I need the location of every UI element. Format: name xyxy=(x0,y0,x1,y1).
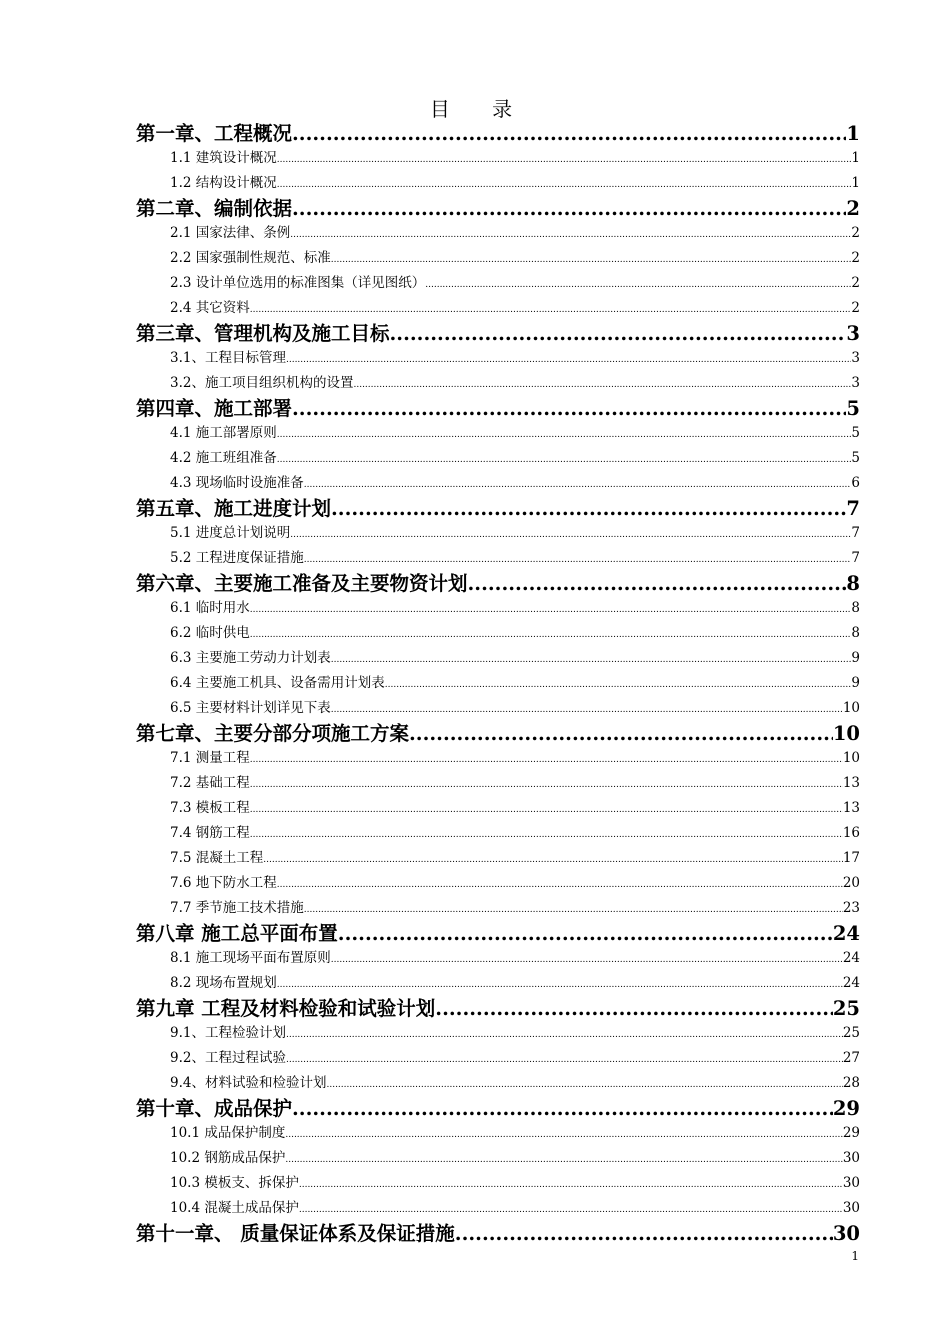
toc-section-entry[interactable] xyxy=(136,446,860,471)
toc-section-entry[interactable] xyxy=(136,1146,860,1171)
toc-leader-dots xyxy=(285,1148,842,1171)
toc-section-entry[interactable] xyxy=(136,871,860,896)
toc-entry-label: 10.4 混凝土成品保护 xyxy=(170,1200,299,1216)
toc-entry-page: 29 xyxy=(832,1097,860,1120)
toc-entry-label: 4.1 施工部署原则 xyxy=(170,425,277,441)
toc-section-entry[interactable] xyxy=(136,546,860,571)
toc-leader-dots xyxy=(304,898,843,921)
toc-entry-page: 9 xyxy=(851,650,860,666)
toc-leader-dots xyxy=(468,571,847,596)
toc-entry-label: 10.1 成品保护制度 xyxy=(170,1125,286,1141)
toc-chapter-entry[interactable] xyxy=(136,496,860,521)
toc-entry-label: 2.4 其它资料 xyxy=(170,300,250,316)
toc-leader-dots xyxy=(304,548,852,571)
toc-entry-page: 30 xyxy=(842,1175,860,1191)
toc-entry-label: 6.5 主要材料计划详见下表 xyxy=(170,700,331,716)
toc-leader-dots xyxy=(277,873,843,896)
toc-section-entry[interactable] xyxy=(136,646,860,671)
toc-entry-label: 9.1、工程检验计划 xyxy=(170,1025,286,1041)
toc-section-entry[interactable] xyxy=(136,1046,860,1071)
toc-leader-dots xyxy=(277,423,852,446)
toc-leader-dots xyxy=(331,948,843,971)
toc-entry-page: 10 xyxy=(842,750,860,766)
toc-entry-label: 2.1 国家法律、条例 xyxy=(170,225,291,241)
toc-entry-label: 6.1 临时用水 xyxy=(170,600,250,616)
toc-entry-page: 23 xyxy=(842,900,860,916)
toc-entry-page: 24 xyxy=(842,950,860,966)
toc-entry-label: 1.2 结构设计概况 xyxy=(170,175,277,191)
toc-entry-label: 5.2 工程进度保证措施 xyxy=(170,550,304,566)
toc-entry-page: 7 xyxy=(851,550,860,566)
toc-entry-page: 24 xyxy=(832,922,860,945)
toc-chapter-entry[interactable] xyxy=(136,121,860,146)
toc-leader-dots xyxy=(425,273,851,296)
toc-chapter-entry[interactable] xyxy=(136,571,860,596)
toc-entry-page: 24 xyxy=(842,975,860,991)
toc-leader-dots xyxy=(250,748,843,771)
page-number: 1 xyxy=(851,1249,859,1263)
toc-section-entry[interactable] xyxy=(136,296,860,321)
toc-entry-page: 3 xyxy=(851,375,860,391)
toc-chapter-entry[interactable] xyxy=(136,321,860,346)
toc-entry-page: 1 xyxy=(851,150,860,166)
toc-section-entry[interactable] xyxy=(136,746,860,771)
toc-entry-page: 2 xyxy=(851,250,860,266)
toc-chapter-entry[interactable] xyxy=(136,921,860,946)
toc-leader-dots xyxy=(250,623,852,646)
toc-entry-label: 8.1 施工现场平面布置原则 xyxy=(170,950,331,966)
toc-title: 目 录 xyxy=(429,97,531,121)
toc-entry-label: 6.3 主要施工劳动力计划表 xyxy=(170,650,331,666)
toc-entry-label: 第五章、施工进度计划 xyxy=(136,497,332,520)
toc-entry-label: 第九章 工程及材料检验和试验计划 xyxy=(136,997,436,1020)
toc-entry-label: 7.4 钢筋工程 xyxy=(170,825,250,841)
toc-entry-page: 3 xyxy=(851,350,860,366)
toc-entry-page: 3 xyxy=(846,322,860,345)
toc-entry-page: 27 xyxy=(842,1050,860,1066)
toc-entry-label: 7.7 季节施工技术措施 xyxy=(170,900,304,916)
toc-leader-dots xyxy=(250,298,852,321)
toc-leader-dots xyxy=(299,1173,843,1196)
toc-leader-dots xyxy=(409,721,833,746)
toc-section-entry[interactable] xyxy=(136,596,860,621)
toc-section-entry[interactable] xyxy=(136,246,860,271)
toc-entry-label: 4.3 现场临时设施准备 xyxy=(170,475,304,491)
toc-entry-page: 2 xyxy=(851,275,860,291)
toc-leader-dots xyxy=(286,348,851,371)
toc-leader-dots xyxy=(326,1073,842,1096)
toc-entry-label: 6.4 主要施工机具、设备需用计划表 xyxy=(170,675,385,691)
toc-section-entry[interactable] xyxy=(136,371,860,396)
toc-chapter-entry[interactable] xyxy=(136,1221,860,1246)
toc-entry-label: 7.5 混凝土工程 xyxy=(170,850,264,866)
toc-section-entry[interactable] xyxy=(136,521,860,546)
toc-entry-label: 4.2 施工班组准备 xyxy=(170,450,277,466)
toc-entry-page: 8 xyxy=(851,625,860,641)
toc-entry-label: 第十章、成品保护 xyxy=(136,1097,293,1120)
toc-leader-dots xyxy=(292,1096,833,1121)
toc-leader-dots xyxy=(299,1198,843,1221)
toc-leader-dots xyxy=(250,773,843,796)
toc-section-entry[interactable] xyxy=(136,896,860,921)
toc-section-entry[interactable] xyxy=(136,671,860,696)
toc-leader-dots xyxy=(250,823,843,846)
toc-entry-page: 20 xyxy=(842,875,860,891)
toc-entry-page: 1 xyxy=(846,122,860,145)
toc-section-entry[interactable] xyxy=(136,1021,860,1046)
toc-entry-label: 3.1、工程目标管理 xyxy=(170,350,286,366)
toc-leader-dots xyxy=(277,148,852,171)
toc-entry-page: 25 xyxy=(832,997,860,1020)
toc-leader-dots xyxy=(331,496,846,521)
toc-entry-label: 第四章、施工部署 xyxy=(136,397,293,420)
toc-entry-label: 2.3 设计单位选用的标准图集（详见图纸） xyxy=(170,275,426,291)
toc-entry-label: 9.2、工程过程试验 xyxy=(170,1050,286,1066)
toc-entry-page: 5 xyxy=(846,397,860,420)
toc-leader-dots xyxy=(331,648,852,671)
toc-section-entry[interactable] xyxy=(136,471,860,496)
toc-entry-page: 2 xyxy=(851,300,860,316)
toc-entry-label: 9.4、材料试验和检验计划 xyxy=(170,1075,327,1091)
toc-entry-page: 7 xyxy=(851,525,860,541)
toc-entry-page: 13 xyxy=(842,775,860,791)
toc-entry-label: 第七章、主要分部分项施工方案 xyxy=(136,722,410,745)
toc-leader-dots xyxy=(250,598,852,621)
toc-section-entry[interactable] xyxy=(136,796,860,821)
toc-leader-dots xyxy=(292,196,846,221)
toc-entry-page: 9 xyxy=(851,675,860,691)
toc-entry-page: 6 xyxy=(851,475,860,491)
toc-entry-page: 28 xyxy=(842,1075,860,1091)
toc-entry-label: 第二章、编制依据 xyxy=(136,197,293,220)
toc-leader-dots xyxy=(292,396,846,421)
toc-entry-label: 1.1 建筑设计概况 xyxy=(170,150,277,166)
toc-entry-label: 6.2 临时供电 xyxy=(170,625,250,641)
toc-entry-label: 7.1 测量工程 xyxy=(170,750,250,766)
toc-leader-dots xyxy=(390,321,847,346)
toc-section-entry[interactable] xyxy=(136,346,860,371)
toc-entry-label: 第八章 施工总平面布置 xyxy=(136,922,338,945)
toc-leader-dots xyxy=(385,673,852,696)
toc-section-entry[interactable] xyxy=(136,221,860,246)
toc-leader-dots xyxy=(286,1048,843,1071)
toc-section-entry[interactable] xyxy=(136,846,860,871)
toc-leader-dots xyxy=(435,996,833,1021)
toc-entry-label: 10.2 钢筋成品保护 xyxy=(170,1150,286,1166)
toc-leader-dots xyxy=(353,373,851,396)
toc-section-entry[interactable] xyxy=(136,1121,860,1146)
toc-entry-label: 5.1 进度总计划说明 xyxy=(170,525,291,541)
toc-section-entry[interactable] xyxy=(136,821,860,846)
toc-entry-page: 2 xyxy=(846,197,860,220)
toc-section-entry[interactable] xyxy=(136,696,860,721)
toc-leader-dots xyxy=(285,1123,842,1146)
toc-leader-dots xyxy=(331,248,852,271)
table-of-contents xyxy=(136,121,860,1246)
toc-section-entry[interactable] xyxy=(136,771,860,796)
toc-entry-label: 第三章、管理机构及施工目标 xyxy=(136,322,390,345)
toc-leader-dots xyxy=(286,1023,843,1046)
toc-leader-dots xyxy=(250,798,843,821)
toc-entry-label: 10.3 模板支、拆保护 xyxy=(170,1175,299,1191)
toc-entry-page: 8 xyxy=(846,572,860,595)
toc-section-entry[interactable] xyxy=(136,1171,860,1196)
toc-chapter-entry[interactable] xyxy=(136,721,860,746)
toc-entry-page: 1 xyxy=(851,175,860,191)
toc-entry-label: 7.3 模板工程 xyxy=(170,800,250,816)
toc-section-entry[interactable] xyxy=(136,1071,860,1096)
toc-entry-page: 13 xyxy=(842,800,860,816)
toc-entry-page: 7 xyxy=(846,497,860,520)
toc-section-entry[interactable] xyxy=(136,946,860,971)
toc-entry-page: 2 xyxy=(851,225,860,241)
toc-section-entry[interactable] xyxy=(136,171,860,196)
toc-entry-page: 10 xyxy=(832,722,860,745)
toc-entry-page: 8 xyxy=(851,600,860,616)
toc-leader-dots xyxy=(304,473,852,496)
toc-entry-page: 30 xyxy=(842,1150,860,1166)
toc-entry-page: 5 xyxy=(851,450,860,466)
toc-entry-label: 3.2、施工项目组织机构的设置 xyxy=(170,375,354,391)
toc-section-entry[interactable] xyxy=(136,971,860,996)
toc-chapter-entry[interactable] xyxy=(136,1096,860,1121)
toc-section-entry[interactable] xyxy=(136,1196,860,1221)
toc-section-entry[interactable] xyxy=(136,621,860,646)
toc-entry-label: 7.2 基础工程 xyxy=(170,775,250,791)
toc-leader-dots xyxy=(455,1221,833,1246)
toc-entry-page: 17 xyxy=(842,850,860,866)
toc-entry-label: 第六章、主要施工准备及主要物资计划 xyxy=(136,572,468,595)
toc-entry-page: 25 xyxy=(842,1025,860,1041)
toc-entry-label: 第一章、工程概况 xyxy=(136,122,293,145)
toc-chapter-entry[interactable] xyxy=(136,396,860,421)
toc-chapter-entry[interactable] xyxy=(136,996,860,1021)
toc-leader-dots xyxy=(290,523,851,546)
toc-leader-dots xyxy=(290,223,851,246)
toc-entry-label: 2.2 国家强制性规范、标准 xyxy=(170,250,331,266)
toc-leader-dots xyxy=(277,173,852,196)
toc-entry-page: 10 xyxy=(842,700,860,716)
toc-entry-label: 8.2 现场布置规划 xyxy=(170,975,277,991)
toc-leader-dots xyxy=(292,121,846,146)
toc-entry-page: 29 xyxy=(842,1125,860,1141)
toc-leader-dots xyxy=(331,698,843,721)
toc-leader-dots xyxy=(338,921,833,946)
toc-entry-label: 7.6 地下防水工程 xyxy=(170,875,277,891)
toc-entry-page: 30 xyxy=(832,1222,860,1245)
toc-section-entry[interactable] xyxy=(136,271,860,296)
toc-leader-dots xyxy=(277,448,852,471)
toc-entry-label: 第十一章、 质量保证体系及保证措施 xyxy=(136,1222,455,1245)
toc-leader-dots xyxy=(263,848,843,871)
toc-entry-page: 5 xyxy=(851,425,860,441)
toc-section-entry[interactable] xyxy=(136,421,860,446)
toc-leader-dots xyxy=(277,973,843,996)
toc-entry-page: 16 xyxy=(842,825,860,841)
toc-chapter-entry[interactable] xyxy=(136,196,860,221)
toc-section-entry[interactable] xyxy=(136,146,860,171)
toc-entry-page: 30 xyxy=(842,1200,860,1216)
